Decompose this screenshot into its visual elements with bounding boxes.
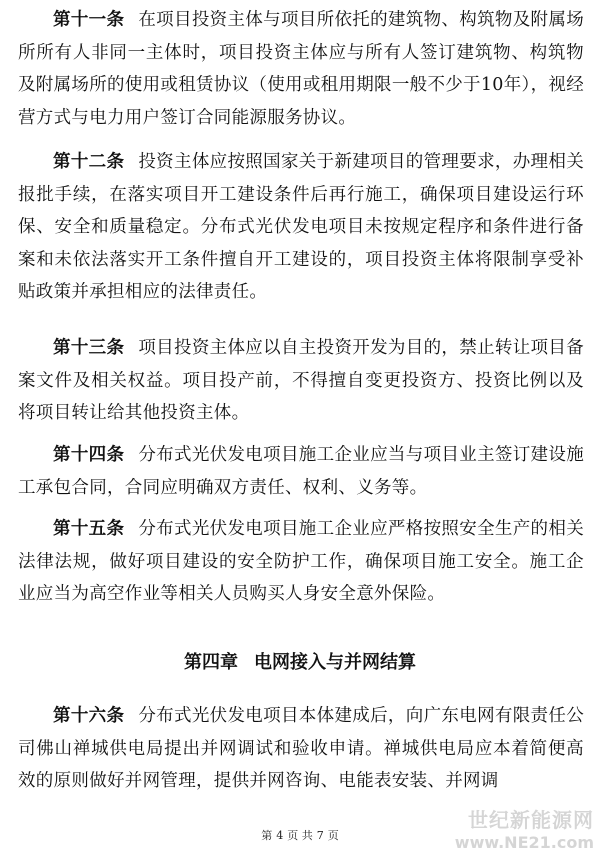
article-label: 第十四条 — [53, 445, 125, 465]
article-text: 项目投资主体应以自主投资开发为目的，禁止转让项目备案文件及相关权益。项目投产前，不得擅自变更投资方、投资比例以及将项目转让给其他投资主体。 — [18, 338, 585, 423]
article-13 — [18, 332, 584, 430]
footer-total-pages: 7 — [316, 829, 324, 842]
article-text: 投资主体应按照国家关于新建项目的管理要求，办理相关报批手续，在落实项目开工建设条件后再行施工，确保项目建设运行环保、安全和质量稳定。分布式光伏发电项目未按规定程序和条件进行备案和未依法落实开工条件擅自开工建设的，项目投资主体将限制享受补贴政策并承担相应的法律责任。 — [18, 152, 585, 302]
article-label: 第十五条 — [53, 519, 125, 539]
footer-suffix: 页 — [327, 829, 339, 842]
article-12 — [18, 146, 584, 309]
article-text: 分布式光伏发电项目施工企业应当与项目业主签订建设施工承包合同，合同应明确双方责任、权利、义务等。 — [18, 445, 585, 498]
article-text: 在项目投资主体与项目所依托的建筑物、构筑物及附属场所所有人非同一主体时，项目投资主体应与所有人签订建筑物、构筑物及附属场所的使用或租赁协议（使用或租用期限一般不少于10年），视经营方式与电力用户签订合同能源服务协议。 — [18, 10, 585, 128]
article-16 — [18, 700, 584, 798]
article-text: 分布式光伏发电项目施工企业应严格按照安全生产的相关法律法规，做好项目建设的安全防护工作，确保项目施工安全。施工企业应当为高空作业等相关人员购买人身安全意外保险。 — [18, 519, 585, 604]
article-label: 第十六条 — [53, 706, 125, 726]
watermark-url: www.NE21.com — [454, 833, 594, 852]
article-label: 第十二条 — [53, 152, 125, 172]
watermark-site-name: 世纪新能源网 — [468, 808, 594, 832]
article-14 — [18, 439, 584, 504]
watermark — [455, 804, 594, 852]
chapter-number: 第四章 — [184, 652, 238, 673]
chapter-heading — [0, 648, 600, 674]
footer-mid: 页 共 — [287, 829, 313, 842]
footer-page-number: 4 — [276, 829, 284, 842]
footer-prefix: 第 — [261, 829, 273, 842]
article-label: 第十三条 — [53, 338, 125, 358]
article-text: 分布式光伏发电项目本体建成后，向广东电网有限责任公司佛山禅城供电局提出并网调试和验收申请。禅城供电局应本着简便高效的原则做好并网管理，提供并网咨询、电能表安装、并网调 — [18, 706, 585, 791]
article-15 — [18, 513, 584, 611]
chapter-title: 电网接入与并网结算 — [254, 652, 416, 673]
article-11 — [18, 4, 584, 134]
article-label: 第十一条 — [53, 10, 125, 30]
